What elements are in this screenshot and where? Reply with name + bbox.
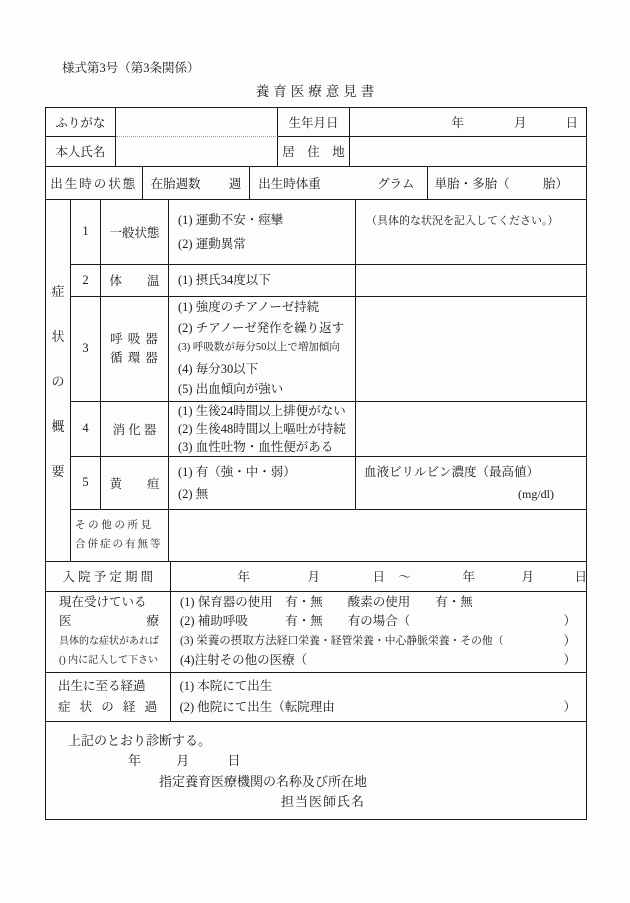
symptom-note-3[interactable] xyxy=(356,297,586,402)
option-line: (1) 強度のチアノーゼ持続 xyxy=(178,300,320,315)
birth-course-label xyxy=(46,673,171,722)
symptom-no-1: 1 xyxy=(71,200,101,265)
tilde-separator: ～ xyxy=(398,570,412,585)
symptom-row-2 xyxy=(71,265,586,297)
birth-course-row xyxy=(46,673,586,722)
care-line-text: (1) 保育器の使用 有・無 酸素の使用 有・無 xyxy=(180,594,473,609)
option-line: (1) 生後24時間以上排便がない xyxy=(178,403,346,418)
care-line-text: (3) 栄養の摂取方法 xyxy=(180,634,277,647)
care-label-line: 医 療 xyxy=(59,614,160,629)
institution-label: 指定養育医療機関の名称及び所在地 xyxy=(159,773,368,789)
day-unit-label: 日 xyxy=(372,570,386,585)
closing-paren: ） xyxy=(563,653,576,668)
symptom-note-2[interactable] xyxy=(356,265,586,297)
month-unit-label: 月 xyxy=(521,570,535,585)
diagnosis-statement: 上記のとおり診断する。 xyxy=(68,732,212,748)
other-findings-input[interactable] xyxy=(169,510,586,562)
gestation-label: 在胎週数 xyxy=(150,176,201,191)
symptom-row-4 xyxy=(71,402,586,457)
closing-paren: ） xyxy=(563,614,576,629)
bilirubin-unit: (mg/dl) xyxy=(518,486,554,501)
care-line-2 xyxy=(180,612,576,632)
hospitalization-period-input[interactable] xyxy=(171,562,586,592)
bilirubin-note[interactable] xyxy=(356,457,586,510)
other-findings-line: そ の 他 の 所 見 xyxy=(75,520,152,532)
symptom-no-5: 5 xyxy=(71,457,101,510)
care-line-3 xyxy=(180,632,576,652)
symptoms-side-label xyxy=(46,200,71,562)
side-char: の xyxy=(51,373,65,389)
symptom-no-2: 2 xyxy=(71,265,101,297)
option-line: (1) 摂氏34度以下 xyxy=(178,273,271,288)
option-line: (2) 運動異常 xyxy=(178,236,246,251)
current-care-label xyxy=(46,592,171,673)
furigana-row xyxy=(46,108,586,137)
month-unit-label: 月 xyxy=(307,570,321,585)
current-care-options xyxy=(171,592,586,673)
weight-unit: グラム xyxy=(377,176,415,191)
gestation-weeks-input[interactable] xyxy=(143,167,251,200)
option-line: (5) 出血傾向が強い xyxy=(178,382,284,397)
option-line: (1) 有（強・中・弱） xyxy=(178,464,296,479)
symptom-category-1: 一般状態 xyxy=(101,200,169,265)
birthdate-input[interactable] xyxy=(350,108,586,137)
year-unit-label: 年 xyxy=(237,570,251,585)
name-label: 本人氏名 xyxy=(46,137,116,167)
other-findings-row xyxy=(71,510,586,562)
hospitalization-label: 入 院 予 定 期 間 xyxy=(46,562,171,592)
hospitalization-row xyxy=(46,562,586,592)
care-label-note: 具体的な症状があれば xyxy=(59,635,159,647)
symptom-no-4: 4 xyxy=(71,402,101,457)
current-care-row xyxy=(46,592,586,673)
care-line-1 xyxy=(180,593,576,613)
residence-input[interactable] xyxy=(350,137,586,167)
form-code: 様式第3号（第3条関係） xyxy=(62,61,200,75)
birth-course-options xyxy=(171,673,586,722)
medical-opinion-form-table xyxy=(45,107,587,820)
name-input[interactable] xyxy=(116,137,278,167)
care-line-text: 経口栄養・経管栄養・中心静脈栄養・その他（ xyxy=(276,634,504,647)
care-line-text: (4)注射その他の医療（ xyxy=(180,653,308,668)
day-unit-label: 日 xyxy=(565,115,578,130)
year-unit-label: 年 xyxy=(128,753,142,769)
furigana-label: ふりがな xyxy=(46,108,116,137)
birth-weight-input[interactable] xyxy=(250,167,427,200)
care-line-4 xyxy=(180,651,576,671)
care-line-text: (2) 補助呼吸 有・無 有の場合（ xyxy=(180,614,411,629)
diagnosis-date[interactable] xyxy=(128,751,586,772)
other-findings-label xyxy=(71,510,169,562)
category-line: 循 環 器 xyxy=(110,350,159,365)
care-label-note: () 内に記入して下さい xyxy=(59,655,159,667)
signature-block xyxy=(46,722,586,819)
course-line-1 xyxy=(180,676,576,697)
symptoms-rows xyxy=(71,200,586,562)
course-line-text: (2) 他院にて出生（転院理由 xyxy=(179,699,335,714)
day-unit-label: 日 xyxy=(227,753,241,769)
symptom-options-4 xyxy=(169,402,356,457)
symptom-category-3 xyxy=(101,297,169,402)
option-line: (1) 運動不安・痙攣 xyxy=(178,212,284,227)
year-unit-label: 年 xyxy=(462,570,476,585)
plurality-close: 胎） xyxy=(542,176,568,191)
symptom-row-1 xyxy=(71,200,586,265)
symptom-category-2: 体 温 xyxy=(101,265,169,297)
residence-label: 居 住 地 xyxy=(278,137,350,167)
side-char: 症 xyxy=(51,283,65,299)
symptom-options-3 xyxy=(169,297,356,402)
symptoms-block xyxy=(46,200,586,562)
category-line: 呼 吸 器 xyxy=(110,331,159,346)
year-unit-label: 年 xyxy=(451,115,464,130)
option-line: (3) 呼吸数が毎分50以上で増加傾向 xyxy=(178,342,340,354)
symptom-category-5: 黄 疸 xyxy=(101,457,169,510)
side-char: 要 xyxy=(51,463,65,479)
plurality-input[interactable] xyxy=(428,167,586,200)
form-title: 養育医療意見書 xyxy=(255,83,379,99)
furigana-input[interactable] xyxy=(116,108,278,137)
symptom-note-1[interactable]: （具体的な状況を記入してください。） xyxy=(356,200,586,265)
birthdate-label: 生年月日 xyxy=(278,108,350,137)
other-findings-line: 合併症の有無等 xyxy=(75,539,163,551)
symptom-options-1 xyxy=(169,200,356,265)
option-line: (3) 血性吐物・血性便がある xyxy=(178,439,334,454)
gestation-unit: 週 xyxy=(228,176,242,191)
course-line-text: (1) 本院にて出生 xyxy=(179,678,273,693)
symptom-no-3: 3 xyxy=(71,297,101,402)
signature-block-row xyxy=(46,722,586,819)
weight-label: 出生時体重 xyxy=(258,176,321,191)
symptom-row-3 xyxy=(71,297,586,402)
care-label-line: 現在受けている xyxy=(59,594,147,609)
symptom-row-5 xyxy=(71,457,586,510)
course-line-2 xyxy=(180,697,576,718)
symptom-note-4[interactable] xyxy=(356,402,586,457)
closing-paren: ） xyxy=(563,699,576,714)
closing-paren: ） xyxy=(563,633,576,648)
month-unit-label: 月 xyxy=(176,753,190,769)
bilirubin-label: 血液ビリルビン濃度（最高値） xyxy=(364,464,540,479)
course-label-line: 出生に至る経過 xyxy=(58,678,146,693)
day-unit-label: 日 xyxy=(574,570,588,585)
side-char: 状 xyxy=(51,328,65,344)
option-line: (2) 生後48時間以上嘔吐が持続 xyxy=(178,421,346,436)
birth-state-label: 出生時の状態 xyxy=(46,167,143,200)
name-row xyxy=(46,137,586,167)
side-char: 概 xyxy=(51,418,65,434)
option-line: (2) 無 xyxy=(178,486,209,501)
option-line: (4) 毎分30以下 xyxy=(178,361,259,376)
symptom-options-2 xyxy=(169,265,356,297)
month-unit-label: 月 xyxy=(513,115,527,130)
symptom-category-4: 消 化 器 xyxy=(101,402,169,457)
birth-state-row xyxy=(46,167,586,200)
doctor-name-label: 担当医師氏名 xyxy=(281,794,366,810)
symptom-options-5 xyxy=(169,457,356,510)
course-label-line: 症 状 の 経 過 xyxy=(58,699,161,714)
option-line: (2) チアノーゼ発作を繰り返す xyxy=(178,320,345,335)
plurality-label: 単胎・多胎（ xyxy=(434,176,510,191)
